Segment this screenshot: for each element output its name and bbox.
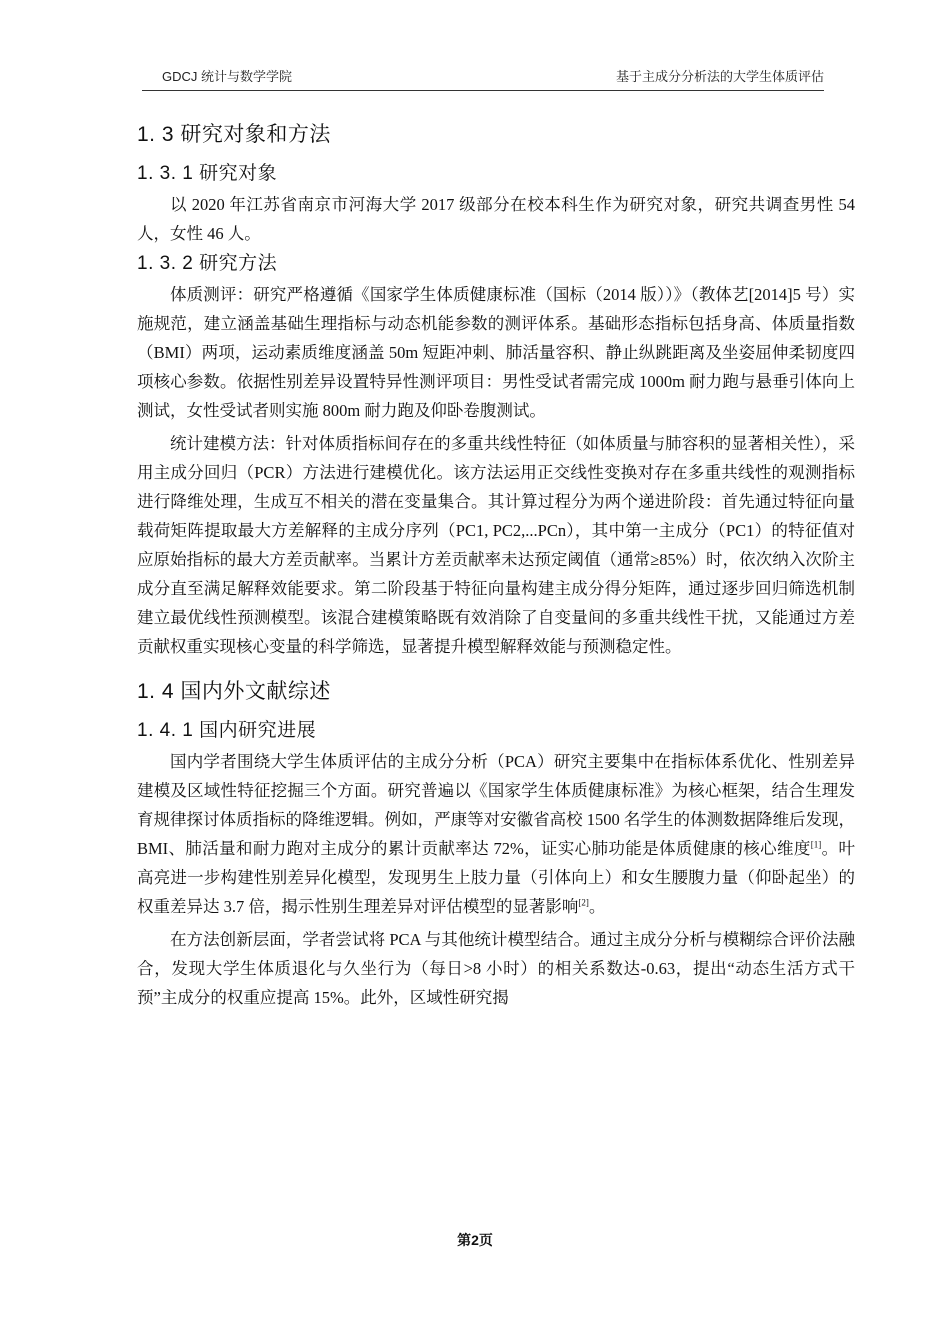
paragraph-physical-test: 体质测评：研究严格遵循《国家学生体质健康标准（国标（2014 版））》（教体艺[2014]5 号）实施规范，建立涵盖基础生理指标与动态机能参数的测评体系。基础形态指标包括身高、体质量指数（BMI）两项，运动素质维度涵盖 50m 短距冲刺、肺活量容积、静止纵跳距离及坐姿屈伸柔韧度四项核心参数。依据性别差异设置特异性测评项目：男性受试者需完成 1000m 耐力跑与悬垂引体向上测试，女性受试者则实施 800m 耐力跑及仰卧卷腹测试。 xyxy=(137,285,855,420)
section-1-4-1-heading: 1. 4. 1 国内研究进展 xyxy=(137,720,317,741)
paragraph-method-innovation: 在方法创新层面，学者尝试将 PCA 与其他统计模型结合。通过主成分分析与模糊综合评价法融合，发现大学生体质退化与久坐行为（每日>8 小时）的相关系数达-0.63，提出“动态生活方式干预”主成分的权重应提高 15%。此外，区域性研究揭 xyxy=(137,930,855,1007)
header-right-text: 基于主成分分析法的大学生体质评估 xyxy=(615,69,824,84)
page-header xyxy=(142,64,824,88)
paragraph-text: 。叶高亮进一步构建性别差异化模型，发现男生上肢力量（引体向上）和女生腰腹力量（仰卧起坐）的权重差异达 3.7 倍，揭示性别生理差异对评估模型的显著影响 xyxy=(137,839,855,916)
paragraph-text: 国内学者围绕大学生体质评估的主成分分析（PCA）研究主要集中在指标体系优化、性别差异建模及区域性特征挖掘三个方面。研究普遍以《国家学生体质健康标准》为核心框架，结合生理发育规律探讨体质指标的降维逻辑。例如，严康等对安徽省高校 1500 名学生的体测数据降维后发现，BMI、肺活量和耐力跑对主成分的累计贡献率达 72%，证实心肺功能是体质健康的核心维度 xyxy=(137,752,855,858)
header-left-text: GDCJ 统计与数学学院 xyxy=(162,69,293,84)
paragraph-domestic-progress xyxy=(137,747,855,921)
paragraph-statistical-method: 统计建模方法：针对体质指标间存在的多重共线性特征（如体质量与肺容积的显著相关性），采用主成分回归（PCR）方法进行建模优化。该方法运用正交线性变换对存在多重共线性的观测指标进行降维处理，生成互不相关的潜在变量集合。其计算过程分为两个递进阶段：首先通过特征向量载荷矩阵提取最大方差解释的主成分序列（PC1, PC2,...PCn），其中第一主成分（PC1）的特征值对应原始指标的最大方差贡献率。当累计方差贡献率未达预定阈值（通常≥85%）时，依次纳入次阶主成分直至满足解释效能要求。第二阶段基于特征向量构建主成分得分矩阵，通过逐步回归筛选机制建立最优线性预测模型。该混合建模策略既有效消除了自变量间的多重共线性干扰，又能通过方差贡献权重实现核心变量的科学筛选，显著提升模型解释效能与预测稳定性。 xyxy=(137,434,855,656)
section-1-4-heading: 1. 4 国内外文献综述 xyxy=(137,680,331,703)
paragraph-research-subjects: 以 2020 年江苏省南京市河海大学 2017 级部分在校本科生作为研究对象，研究共调查男性 54 人，女性 46 人。 xyxy=(137,195,855,243)
citation-1[interactable]: [1] xyxy=(810,839,822,850)
paragraph-text: 。 xyxy=(588,897,606,916)
section-1-3-1-heading: 1. 3. 1 研究对象 xyxy=(137,163,278,184)
section-1-3-2-heading: 1. 3. 2 研究方法 xyxy=(137,253,278,274)
section-1-3-heading: 1. 3 研究对象和方法 xyxy=(137,123,331,146)
page-number: 第2页 xyxy=(457,1232,493,1248)
document-body xyxy=(137,112,855,1012)
citation-2[interactable]: [2] xyxy=(578,897,589,908)
header-divider xyxy=(142,90,824,91)
